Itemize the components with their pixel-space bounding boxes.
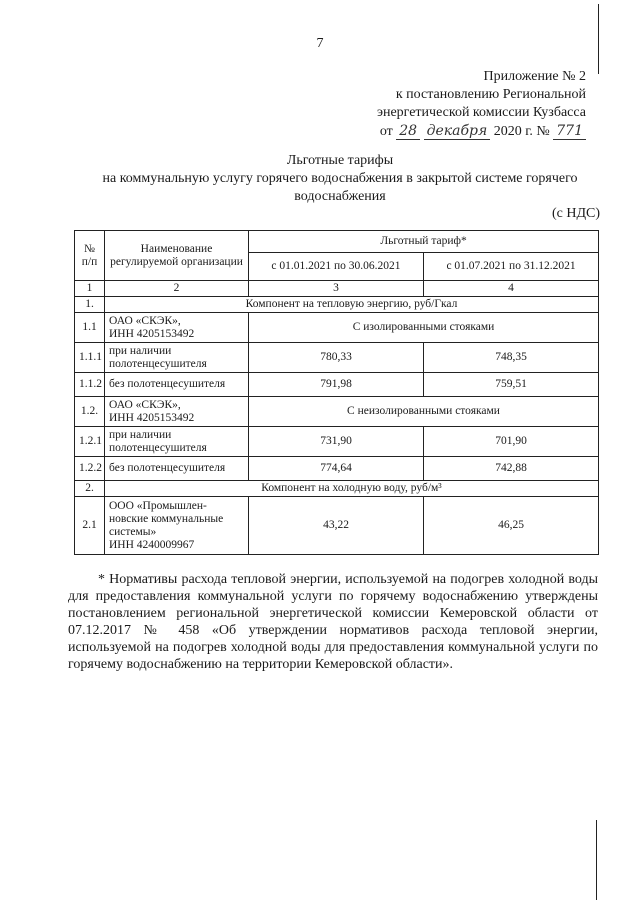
table-row	[75, 457, 599, 481]
row-label: без полотенцесушителя	[105, 373, 249, 397]
appendix-line3: энергетической комиссии Кузбасса	[376, 105, 586, 120]
row-num: 1.2.1	[75, 427, 105, 457]
tariff-table	[74, 230, 599, 555]
tariff-value: 701,90	[424, 427, 599, 457]
org-inn: ИНН 4240009967	[109, 538, 195, 551]
riser-type: С неизолированными стояками	[249, 397, 599, 427]
riser-type: С изолированными стояками	[249, 313, 599, 343]
col-index: 3	[249, 281, 424, 297]
document-title	[80, 152, 600, 206]
section-label: Компонент на холодную воду, руб/м³	[105, 481, 599, 497]
title-line1: Льготные тарифы	[286, 153, 394, 168]
footnote: * Нормативы расхода тепловой энергии, используемой на подогрев холодной воды для предоставления коммунальной услуги по горячему водоснабжению утверждены постановлением региональной энергетической комиссии Кемеровской области от 07.12.2017 № 458 «Об утверждении нормативов расхода тепловой энергии, используемой на подогрев холодной воды для предоставления коммунальной услуги по горячему водоснабжению на территории Кемеровской области».	[68, 572, 598, 672]
table-row	[75, 427, 599, 457]
org-name	[105, 397, 249, 427]
header-num: № п/п	[75, 231, 105, 281]
column-index-row	[75, 281, 599, 297]
org-line: ООО «Промышлен-	[109, 499, 207, 512]
date-prefix: от	[379, 124, 393, 139]
header-row	[75, 231, 599, 253]
scan-edge-line	[598, 4, 599, 74]
table-row	[75, 397, 599, 427]
row-num: 1.1.2	[75, 373, 105, 397]
tariff-value: 43,22	[249, 497, 424, 555]
col-index: 2	[105, 281, 249, 297]
org-inn: ИНН 4205153492	[109, 411, 195, 424]
header-period1: с 01.01.2021 по 30.06.2021	[249, 253, 424, 281]
tariff-value: 759,51	[424, 373, 599, 397]
section-water-row	[75, 481, 599, 497]
table-row	[75, 373, 599, 397]
scan-edge-line	[596, 820, 597, 900]
org-line: ОАО «СКЭК»,	[109, 314, 181, 327]
header-period2: с 01.07.2021 по 31.12.2021	[424, 253, 599, 281]
tariff-value: 731,90	[249, 427, 424, 457]
org-inn: ИНН 4205153492	[109, 327, 195, 340]
date-day: 28	[396, 123, 420, 140]
section-label: Компонент на тепловую энергию, руб/Гкал	[105, 297, 599, 313]
row-num: 1.2.	[75, 397, 105, 427]
vat-note: (с НДС)	[551, 206, 600, 221]
tariff-value: 742,88	[424, 457, 599, 481]
table-row	[75, 343, 599, 373]
row-num: 2.1	[75, 497, 105, 555]
appendix-date-line	[377, 122, 586, 141]
tariff-value: 780,33	[249, 343, 424, 373]
tariff-value: 46,25	[424, 497, 599, 555]
title-line2: на коммунальную услугу горячего водоснабжения в закрытой системе горячего водоснабжения	[102, 171, 578, 204]
row-label: без полотенцесушителя	[105, 457, 249, 481]
section-num: 2.	[75, 481, 105, 497]
appendix-header	[377, 68, 586, 141]
tariff-value: 748,35	[424, 343, 599, 373]
table-row	[75, 497, 599, 555]
tariff-value: 774,64	[249, 457, 424, 481]
org-line: системы»	[109, 525, 157, 538]
date-year: 2020 г. №	[493, 124, 550, 139]
section-num: 1.	[75, 297, 105, 313]
col-index: 4	[424, 281, 599, 297]
row-label: при наличии полотенцесушителя	[105, 343, 249, 373]
org-line: новские коммунальные	[109, 512, 224, 525]
appendix-title: Приложение № 2	[483, 69, 586, 84]
table-row	[75, 313, 599, 343]
row-num: 1.2.2	[75, 457, 105, 481]
org-name	[105, 497, 249, 555]
row-label: при наличии полотенцесушителя	[105, 427, 249, 457]
resolution-number: 771	[553, 123, 586, 140]
row-num: 1.1.1	[75, 343, 105, 373]
date-month: декабря	[424, 123, 491, 140]
org-name	[105, 313, 249, 343]
tariff-value: 791,98	[249, 373, 424, 397]
org-line: ОАО «СКЭК»,	[109, 398, 181, 411]
section-heat-row	[75, 297, 599, 313]
page-number: 7	[316, 36, 324, 51]
header-org: Наименование регулируемой организации	[105, 231, 249, 281]
col-index: 1	[75, 281, 105, 297]
row-num: 1.1	[75, 313, 105, 343]
appendix-line2: к постановлению Региональной	[395, 87, 586, 102]
header-tariff: Льготный тариф*	[249, 231, 599, 253]
